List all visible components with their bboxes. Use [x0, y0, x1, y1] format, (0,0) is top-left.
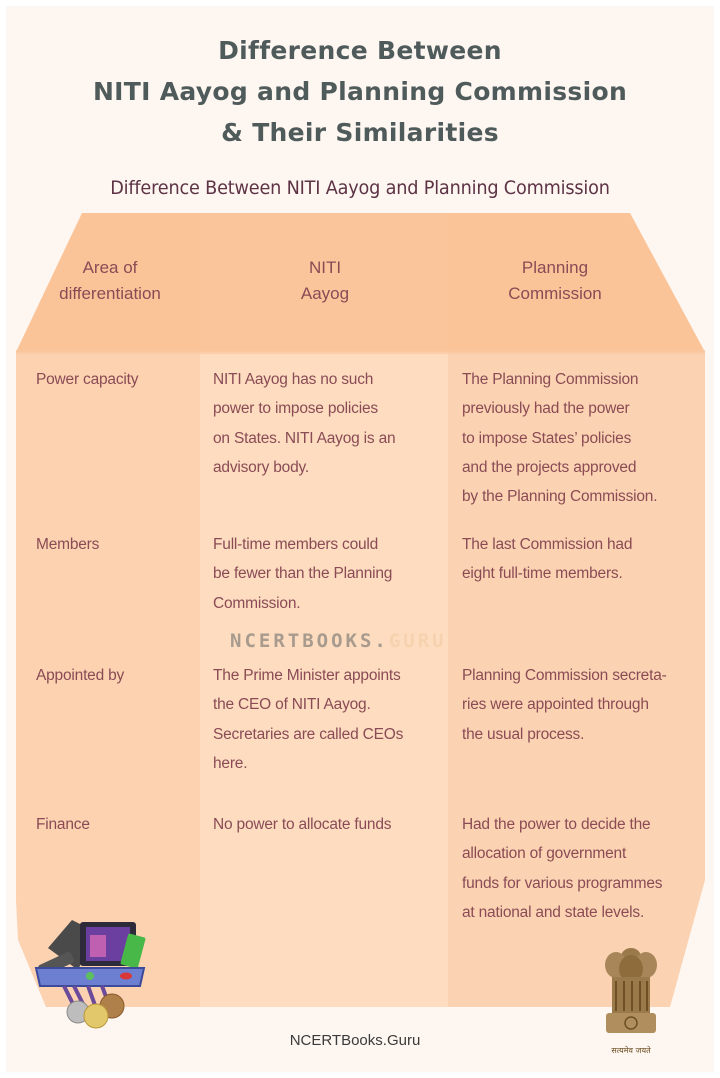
section-subtitle: Difference Between NITI Aayog and Planning Commission: [110, 177, 610, 199]
cell-line: The Prime Minister appoints: [213, 667, 401, 684]
row-niti-appointed-by: [213, 661, 403, 778]
watermark: [230, 630, 447, 652]
cell-line: Commission.: [213, 594, 301, 612]
cell-line: allocation of government: [462, 845, 627, 863]
cell-line: The Planning Commission: [462, 371, 639, 388]
column-header-line: NITI: [308, 258, 342, 277]
cell-line: be fewer than the Planning: [213, 565, 393, 583]
column-header-line: Commission: [508, 284, 602, 303]
row-niti-members: [213, 530, 392, 618]
column-header-planning: [455, 255, 655, 307]
row-planning-members: [462, 530, 632, 589]
cell-line: Secretaries are called CEOs: [213, 725, 404, 743]
cell-line: eight full-time members.: [462, 565, 623, 583]
column-header-line: differentiation: [59, 284, 161, 303]
cell-line: to impose States’ policies: [462, 429, 632, 447]
column-header-niti: [220, 255, 430, 307]
column-header-line: Planning: [521, 258, 589, 277]
column-header-area: [20, 255, 200, 307]
cell-line: the CEO of NITI Aayog.: [213, 696, 371, 714]
emblem-motto: सत्यमेव जयते: [611, 1046, 651, 1055]
cell-line: the usual process.: [462, 725, 585, 743]
watermark-main: NCERTBOOKS.: [230, 630, 389, 652]
cell-line: funds for various programmes: [462, 874, 663, 892]
cell-line: Had the power to decide the: [462, 816, 651, 833]
row-planning-power-capacity: [462, 365, 657, 511]
cell-line: at national and state levels.: [462, 903, 645, 921]
footer-site-name: NCERTBooks.Guru: [289, 1032, 421, 1049]
cell-line: Full-time members could: [213, 536, 379, 553]
medal-tray-icon: [30, 910, 160, 1030]
cell-line: here.: [213, 754, 248, 772]
row-area-finance: Finance: [36, 816, 90, 833]
row-niti-power-capacity: [213, 365, 395, 482]
row-planning-finance: [462, 810, 662, 927]
cell-line: The last Commission had: [462, 536, 633, 553]
row-planning-appointed-by: [462, 661, 667, 749]
cell-line: Planning Commission secreta-: [462, 667, 667, 684]
cell-line: NITI Aayog has no such: [213, 371, 374, 388]
watermark-suffix: GURU: [388, 630, 447, 652]
column-header-line: Aayog: [300, 284, 350, 303]
cell-line: ries were appointed through: [462, 696, 649, 714]
row-area-members: Members: [36, 536, 100, 553]
cell-line: previously had the power: [462, 400, 630, 418]
row-niti-finance: [213, 810, 391, 839]
row-area-power-capacity: Power capacity: [36, 371, 139, 388]
cell-line: by the Planning Commission.: [462, 488, 658, 506]
column-header-line: Area of: [82, 258, 138, 277]
cell-line: power to impose policies: [213, 400, 378, 418]
title-line-1: Difference Between: [218, 36, 502, 65]
title-line-2: NITI Aayog and Planning Commission: [92, 77, 628, 106]
row-area-appointed-by: Appointed by: [36, 667, 125, 684]
title-line-3: & Their Similarities: [221, 118, 499, 147]
cell-line: No power to allocate funds: [213, 816, 392, 833]
cell-line: on States. NITI Aayog is an: [213, 429, 396, 447]
cell-line: and the projects approved: [462, 458, 637, 476]
cell-line: advisory body.: [213, 458, 309, 476]
